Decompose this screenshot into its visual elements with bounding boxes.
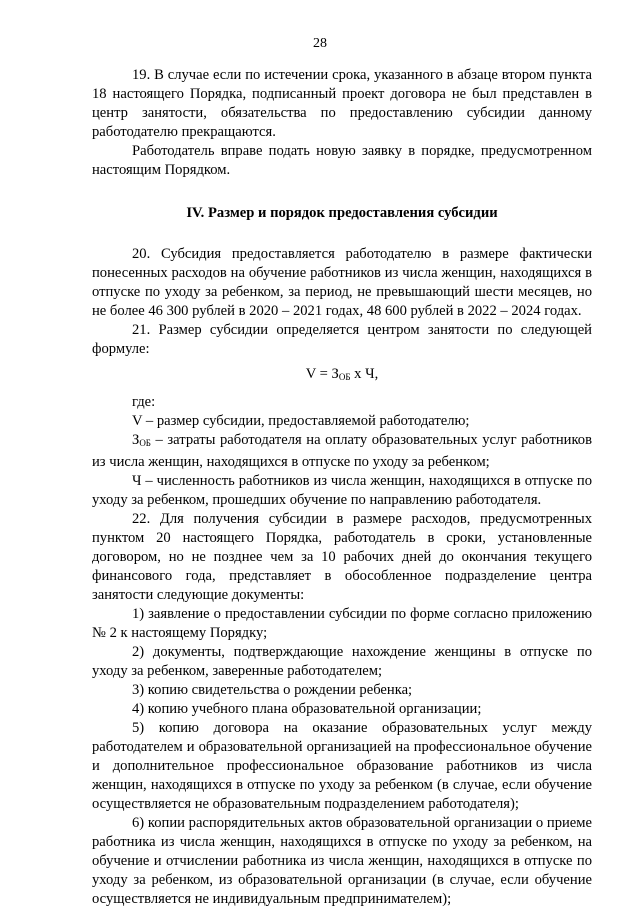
formula-left: V = З <box>305 366 339 382</box>
paragraph-22: 22. Для получения субсидии в размере расходов, предусмотренных пунктом 20 настоящего Порядка, работодатель в сроки, установленные договором, но не позднее чем за 10 рабочих дней до окончания текущего финансового года, представляет в обособленное подразделение центра занятости следующие документы: <box>92 511 592 603</box>
document-body <box>92 66 592 909</box>
definition-v: V – размер субсидии, предоставляемой работодателю; <box>132 413 470 429</box>
formula-subscript: ОБ <box>338 372 351 382</box>
formula-right: х Ч, <box>350 366 379 382</box>
list-item: 5) копию договора на оказание образовательных услуг между работодателем и образовательной организацией на профессиональное обучение и дополнительное профессиональное образование работников из числа женщин, находящихся в отпуске по уходу за ребенком (в случае, если обучение осуществляется не образовательным подразделением работодателя); <box>92 720 592 812</box>
page-number: 28 <box>313 36 327 51</box>
paragraph-reapply: Работодатель вправе подать новую заявку в порядке, предусмотренном настоящим Порядком. <box>92 143 592 178</box>
paragraph-21: 21. Размер субсидии определяется центром занятости по следующей формуле: <box>92 322 592 357</box>
subsidy-formula <box>92 365 592 387</box>
list-item: 6) копии распорядительных актов образовательной организации о приеме работника из числа женщин, находящихся в отпуске по уходу за ребенком, на обучение и отчислении работника из числа женщин, находящихся в отпуске по уходу за ребенком, из образовательной организации (в случае, если обучение осуществляется не индивидуальным предпринимателем); <box>92 815 592 907</box>
paragraph-20: 20. Субсидия предоставляется работодателю в размере фактически понесенных расходов на обучение работников из числа женщин, находящихся в отпуске по уходу за ребенком, за период, не превышающий шести месяцев, но не более 46 300 рублей в 2020 – 2021 годах, 48 600 рублей в 2022 – 2024 годах. <box>92 246 592 319</box>
list-item: 4) копию учебного плана образовательной организации; <box>132 701 482 717</box>
definition-z-text: – затраты работодателя на оплату образовательных услуг работников из числа женщин, находящихся в отпуске по уходу за ребенком; <box>92 432 592 470</box>
definition-z-subscript: ОБ <box>139 438 151 448</box>
where-label: где: <box>132 394 156 410</box>
definition-z <box>92 431 592 472</box>
definition-ch: Ч – численность работников из числа женщин, находящихся в отпуске по уходу за ребенком, прошедших обучение по направлению работодателя. <box>92 473 592 508</box>
list-item: 3) копию свидетельства о рождении ребенка; <box>132 682 413 698</box>
paragraph-19: 19. В случае если по истечении срока, указанного в абзаце втором пункта 18 настоящего Порядка, подписанный проект договора не был представлен в центр занятости, обязательства по предоставлению субсидии данному работодателю прекращаются. <box>92 67 592 140</box>
section-heading: IV. Размер и порядок предоставления субсидии <box>186 205 498 221</box>
definition-z-symbol: З <box>132 432 140 448</box>
list-item: 2) документы, подтверждающие нахождение женщины в отпуске по уходу за ребенком, заверенные работодателем; <box>92 644 592 679</box>
list-item: 1) заявление о предоставлении субсидии по форме согласно приложению № 2 к настоящему Порядку; <box>92 606 592 641</box>
